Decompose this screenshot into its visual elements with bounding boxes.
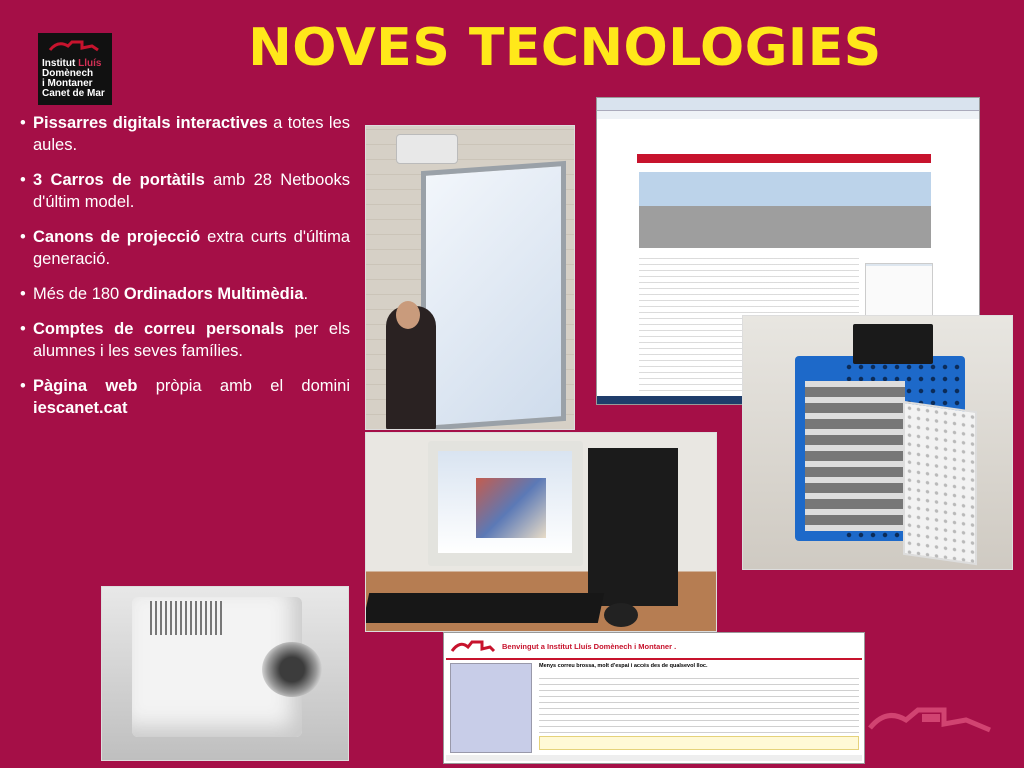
- feature-bold: Canons de projecció: [33, 228, 201, 246]
- logo-line1a: Institut: [42, 58, 76, 69]
- feature-item: [20, 283, 350, 305]
- desktop-computer-photo: [365, 432, 717, 632]
- feature-text: pròpia amb el domini: [137, 377, 350, 395]
- feature-bold: Pàgina web: [33, 377, 138, 395]
- feature-item: [20, 375, 350, 419]
- feature-item: [20, 226, 350, 270]
- feature-item: [20, 112, 350, 156]
- feature-list: [20, 112, 350, 432]
- feature-bold: 3 Carros de portàtils: [33, 171, 205, 189]
- slide-title: NOVES TECNOLOGIES: [248, 18, 882, 78]
- laptop-cart-photo: [742, 315, 1013, 570]
- feature-text: Més de 180: [33, 285, 124, 303]
- projector-photo: [101, 586, 349, 761]
- school-logo: [38, 33, 112, 105]
- mail-heading: Benvingut a Institut Lluís Domènech i Montaner .: [502, 642, 677, 651]
- logo-line2: Domènech: [42, 68, 94, 79]
- whiteboard-photo: [365, 125, 575, 430]
- email-login-screenshot: [443, 632, 865, 764]
- feature-text: .: [303, 285, 309, 303]
- feature-bold: Comptes de correu personals: [33, 320, 284, 338]
- school-emblem-icon: [450, 637, 496, 657]
- feature-text: extra curts d'última generació.: [33, 228, 350, 268]
- feature-text: amb 28 Netbooks d'últim model.: [33, 171, 350, 211]
- logo-line3: i Montaner: [42, 78, 93, 89]
- decorative-emblem-icon: [866, 700, 996, 740]
- mail-login-form: [450, 663, 532, 753]
- feature-bold: iescanet.cat: [33, 399, 128, 417]
- feature-item: [20, 318, 350, 362]
- feature-bold: Pissarres digitals interactives: [33, 114, 268, 132]
- feature-item: [20, 169, 350, 213]
- logo-line1b: Lluís: [78, 58, 102, 69]
- mail-subheading: Menys correu brossa, molt d'espai i accés des de qualsevol lloc.: [539, 663, 708, 669]
- logo-emblem-icon: [48, 38, 100, 56]
- feature-text: per els alumnes i les seves famílies.: [33, 320, 351, 360]
- feature-text: a totes les aules.: [33, 114, 350, 154]
- logo-line4: Canet de Mar: [42, 88, 105, 99]
- feature-bold: Ordinadors Multimèdia: [123, 285, 304, 303]
